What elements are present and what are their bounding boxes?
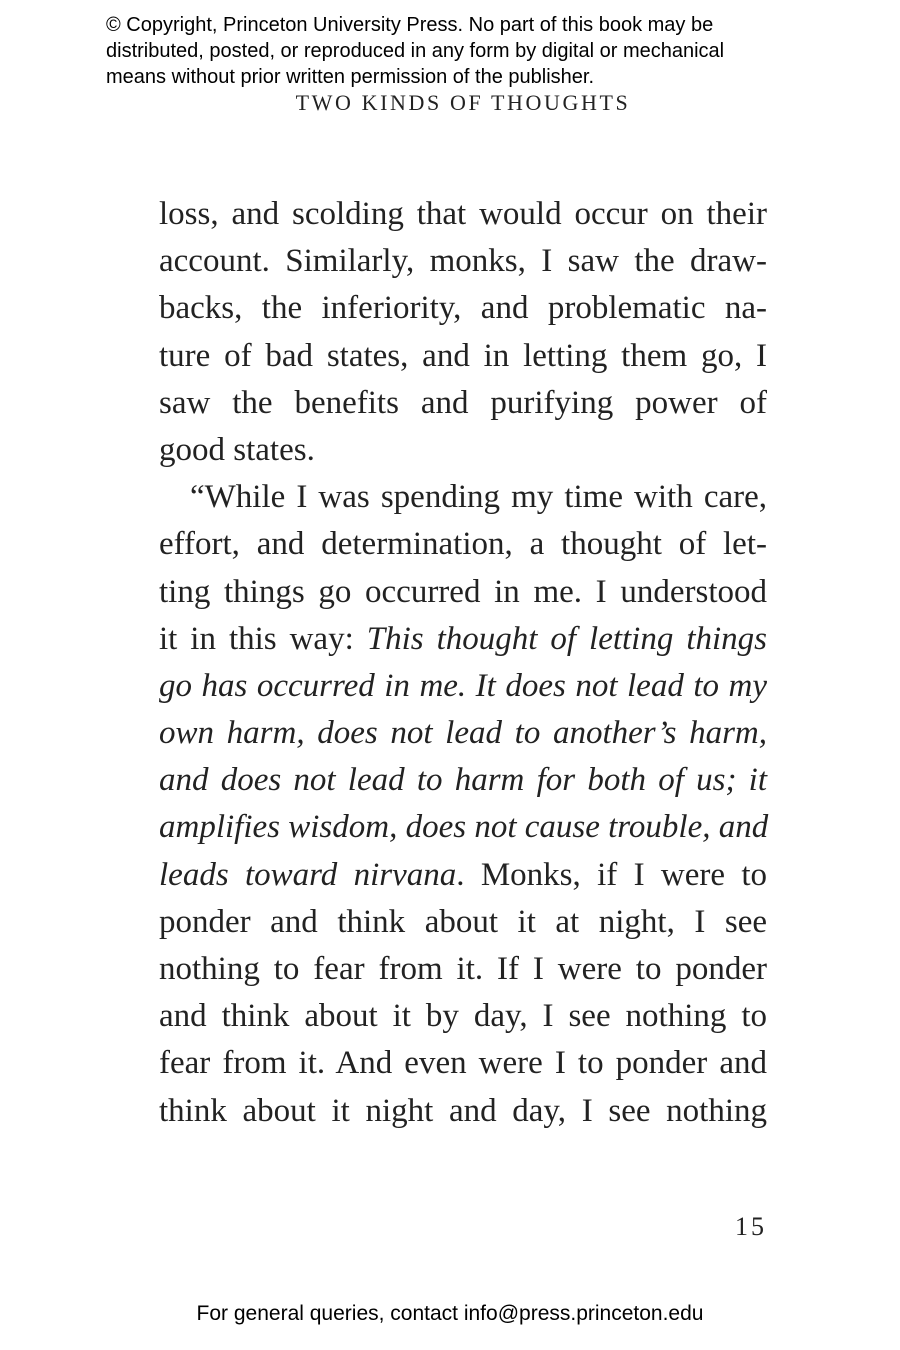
copyright-line-2: distributed, posted, or reproduced in any form by digital or mechanical [106,40,725,62]
italic-line: amplifies wisdom, does not cause trouble, and [159,809,769,846]
text-line: good states. [159,431,315,468]
italic-text: This thought of letting things [366,620,767,657]
italic-line: own harm, does not lead to another’s harm, [159,715,767,752]
text-line: loss, and scolding that would occur on their [159,196,767,232]
body-text [159,191,767,1135]
text-line: “While I was spending my time with care, [190,479,767,516]
text-line: think about it night and day, I see nothing [159,1092,767,1129]
text-line: ture of bad states, and in letting them go, I [159,337,767,374]
text-line: and think about it by day, I see nothing to [159,998,767,1035]
text-line [159,616,767,663]
copyright-line-1: © Copyright, Princeton University Press. No part of this book may be [106,14,714,36]
text-line: ting things go occurred in me. I understood [159,573,767,610]
text-segment: it in this way: [159,620,367,657]
copyright-notice [106,12,846,90]
text-line: fear from it. And even were I to ponder and [159,1045,767,1082]
page-number: 15 [735,1212,767,1241]
text-line: ponder and think about it at night, I see [159,903,767,940]
running-head: TWO KINDS OF THOUGHTS [295,90,631,115]
text-line: backs, the inferiority, and problematic na- [159,290,767,327]
text-line: saw the benefits and purifying power of [159,384,767,421]
text-line: account. Similarly, monks, I saw the draw- [159,243,767,280]
footer-contact: For general queries, contact info@press.princeton.edu [196,1302,704,1325]
copyright-line-3: means without prior written permission of the publisher. [106,66,595,88]
italic-line: go has occurred in me. It does not lead to my [159,667,767,704]
text-line [159,852,767,899]
italic-text: leads toward nirvana [159,856,457,893]
text-line: nothing to fear from it. If I were to ponder [159,951,767,987]
text-segment: . Monks, if I were to [456,856,767,893]
text-line: effort, and determination, a thought of let- [159,526,767,563]
italic-line: and does not lead to harm for both of us; it [159,762,767,799]
